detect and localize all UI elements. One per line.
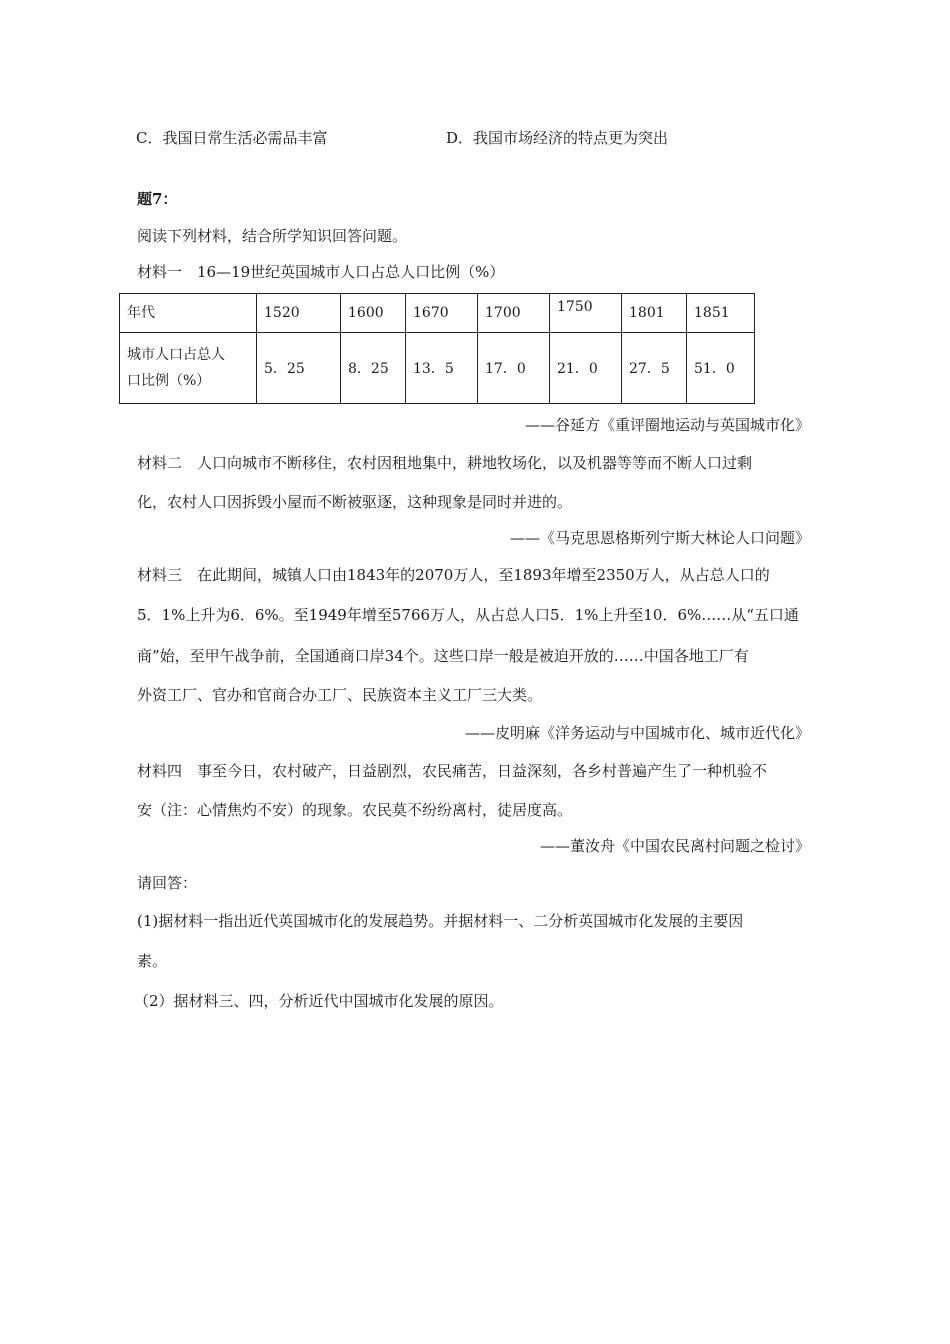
- material3-line1: 材料三 在此期间，城镇人口由1843年的2070万人，至1893年增至2350万人，从占总人口的: [137, 566, 770, 584]
- material2-line2: 化，农村人口因拆毁小屋而不断被驱逐，这种现象是同时并进的。: [137, 493, 573, 511]
- table-cell-year: 1750: [557, 299, 593, 315]
- question1-line2: 素。: [137, 952, 168, 970]
- material2-source: ——《马克思恩格斯列宁斯大林论人口问题》: [509, 529, 810, 547]
- questions-prompt: 请回答：: [137, 874, 198, 892]
- table-cell-year: 1520: [257, 294, 341, 333]
- option-d: D．我国市场经济的特点更为突出: [446, 129, 669, 147]
- table-row: [120, 294, 755, 333]
- table-cell-year: 1851: [687, 294, 755, 333]
- table-row: [120, 333, 755, 404]
- question2: （2）据材料三、四，分析近代中国城市化发展的原因。: [134, 992, 504, 1010]
- material4-line1: 材料四 事至今日，农村破产，日益剧烈，农民痛苦，日益深刻，各乡村普遍产生了一种机验不: [137, 762, 768, 780]
- table-row-label: [120, 333, 257, 404]
- material3-line2: 5．1%上升为6．6%。至1949年增至5766万人，从占总人口5．1%上升至10．6%……从“五口通: [137, 606, 799, 624]
- table-row-label-line1: 城市人口占总人: [127, 347, 225, 363]
- table-header-label: 年代: [120, 294, 257, 333]
- question-intro: 阅读下列材料，结合所学知识回答问题。: [137, 227, 408, 245]
- answer-options: [136, 127, 669, 148]
- table-cell-value: 13．5: [406, 333, 478, 404]
- table-cell-value: 51．0: [687, 333, 755, 404]
- table-cell-value: 17．0: [478, 333, 550, 404]
- material1-source: ——谷延方《重评圈地运动与英国城市化》: [524, 416, 810, 434]
- material3-line4: 外资工厂、官办和官商合办工厂、民族资本主义工厂三大类。: [137, 686, 543, 704]
- material4-line2: 安（注：心情焦灼不安）的现象。农民莫不纷纷离村，徒居度高。: [137, 801, 573, 819]
- table-cell-value: 27．5: [622, 333, 687, 404]
- material1-caption: 材料一 16—19世纪英国城市人口占总人口比例（%）: [137, 263, 505, 281]
- material3-source: ——皮明麻《洋务运动与中国城市化、城市近代化》: [464, 724, 810, 742]
- table-cell-year: 1700: [478, 294, 550, 333]
- question-title: 题7：: [137, 190, 178, 208]
- table-cell-year: 1670: [406, 294, 478, 333]
- question1-line1: (1)据材料一指出近代英国城市化的发展趋势。并据材料一、二分析英国城市化发展的主要因: [137, 912, 744, 930]
- table-row-label-full: [0, 0, 1, 1]
- table-cell-value: 21．0: [550, 333, 622, 404]
- material2-line1: 材料二 人口向城市不断移住，农村因租地集中，耕地牧场化，以及机器等等而不断人口过剩: [137, 454, 753, 472]
- material4-source: ——董汝舟《中国农民离村问题之检讨》: [539, 837, 810, 855]
- table-cell-year: 1600: [341, 294, 406, 333]
- table-cell-value: 5．25: [257, 333, 341, 404]
- population-table: [119, 293, 755, 404]
- material3-line3: 商”始，至甲午战争前，全国通商口岸34个。这些口岸一般是被迫开放的……中国各地工厂有: [137, 647, 749, 665]
- table-row-label-line2: 口比例（%）: [127, 373, 211, 389]
- option-c: C．我国日常生活必需品丰富: [136, 129, 328, 147]
- table-cell-year: 1801: [622, 294, 687, 333]
- table-cell-value: 8．25: [341, 333, 406, 404]
